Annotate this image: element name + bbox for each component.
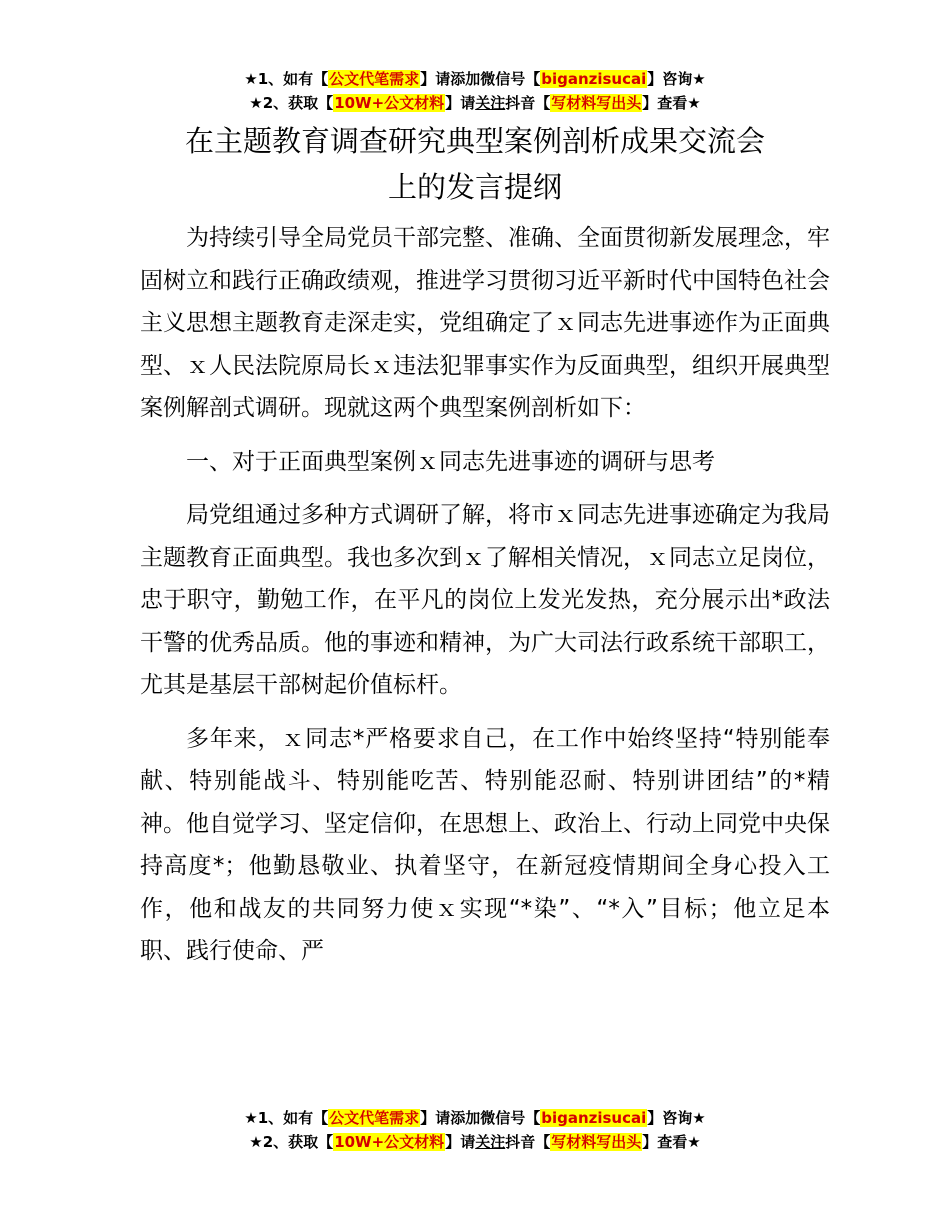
- title-line-1: 在主题教育调查研究典型案例剖析成果交流会: [184, 124, 765, 158]
- banner-line-2: [0, 1130, 950, 1154]
- footer-banner: [0, 1106, 950, 1154]
- banner-text: 】请: [445, 94, 476, 112]
- banner-line-1: [0, 67, 950, 91]
- douyin-account: 写材料写出头: [551, 1133, 642, 1151]
- highlight-text: 公文代笔需求: [329, 1109, 420, 1127]
- highlight-text: 10W+公文材料: [334, 94, 445, 112]
- banner-text: 】查看★: [642, 1133, 701, 1151]
- paragraph: 多年来，ｘ同志*严格要求自己，在工作中始终坚持“特别能奉献、特别能战斗、特别能吃苦、特别能忍耐、特别讲团结”的*精神。他自觉学习、坚定信仰，在思想上、政治上、行动上同党中央保持高度*；他勤恳敬业、执着坚守，在新冠疫情期间全身心投入工作，他和战友的共同努力使ｘ实现“*染”、“*入”目标；他立足本职、践行使命、严: [140, 725, 830, 964]
- header-banner: [0, 67, 950, 115]
- title-line-2: 上的发言提纲: [387, 170, 562, 204]
- wechat-id: biganzisucai: [541, 1109, 647, 1127]
- banner-line-1: [0, 1106, 950, 1130]
- wechat-id: biganzisucai: [541, 70, 647, 88]
- banner-text: 】查看★: [642, 94, 701, 112]
- banner-text: 】请添加微信号【: [420, 70, 541, 88]
- banner-text: ★2、获取【: [249, 1133, 334, 1151]
- douyin-account: 写材料写出头: [551, 94, 642, 112]
- section-heading: 一、对于正面典型案例ｘ同志先进事迹的调研与思考: [186, 448, 715, 475]
- banner-text: 抖音【: [505, 94, 551, 112]
- document-title: [0, 118, 950, 210]
- banner-text: 】咨询★: [647, 70, 706, 88]
- banner-text: ★1、如有【: [244, 70, 329, 88]
- banner-text: 抖音【: [505, 1133, 551, 1151]
- paragraph-intro: 为持续引导全局党员干部完整、准确、全面贯彻新发展理念，牢固树立和践行正确政绩观，推进学习贯彻习近平新时代中国特色社会主义思想主题教育走深走实，党组确定了ｘ同志先进事迹作为正面典型、ｘ人民法院原局长ｘ违法犯罪事实作为反面典型，组织开展典型案例解剖式调研。现就这两个典型案例剖析如下：: [140, 225, 830, 421]
- banner-line-2: [0, 91, 950, 115]
- underlined-text: 关注: [475, 94, 506, 112]
- document-body: [140, 217, 830, 984]
- banner-text: 】咨询★: [647, 1109, 706, 1127]
- banner-text: ★1、如有【: [244, 1109, 329, 1127]
- banner-text: ★2、获取【: [249, 94, 334, 112]
- banner-text: 】请添加微信号【: [420, 1109, 541, 1127]
- highlight-text: 公文代笔需求: [329, 70, 420, 88]
- banner-text: 】请: [445, 1133, 476, 1151]
- paragraph: 局党组通过多种方式调研了解，将市ｘ同志先进事迹确定为我局主题教育正面典型。我也多次到ｘ了解相关情况，ｘ同志立足岗位，忠于职守，勤勉工作，在平凡的岗位上发光发热，充分展示出*政法干警的优秀品质。他的事迹和精神，为广大司法行政系统干部职工，尤其是基层干部树起价值标杆。: [140, 502, 830, 698]
- highlight-text: 10W+公文材料: [334, 1133, 445, 1151]
- underlined-text: 关注: [475, 1133, 506, 1151]
